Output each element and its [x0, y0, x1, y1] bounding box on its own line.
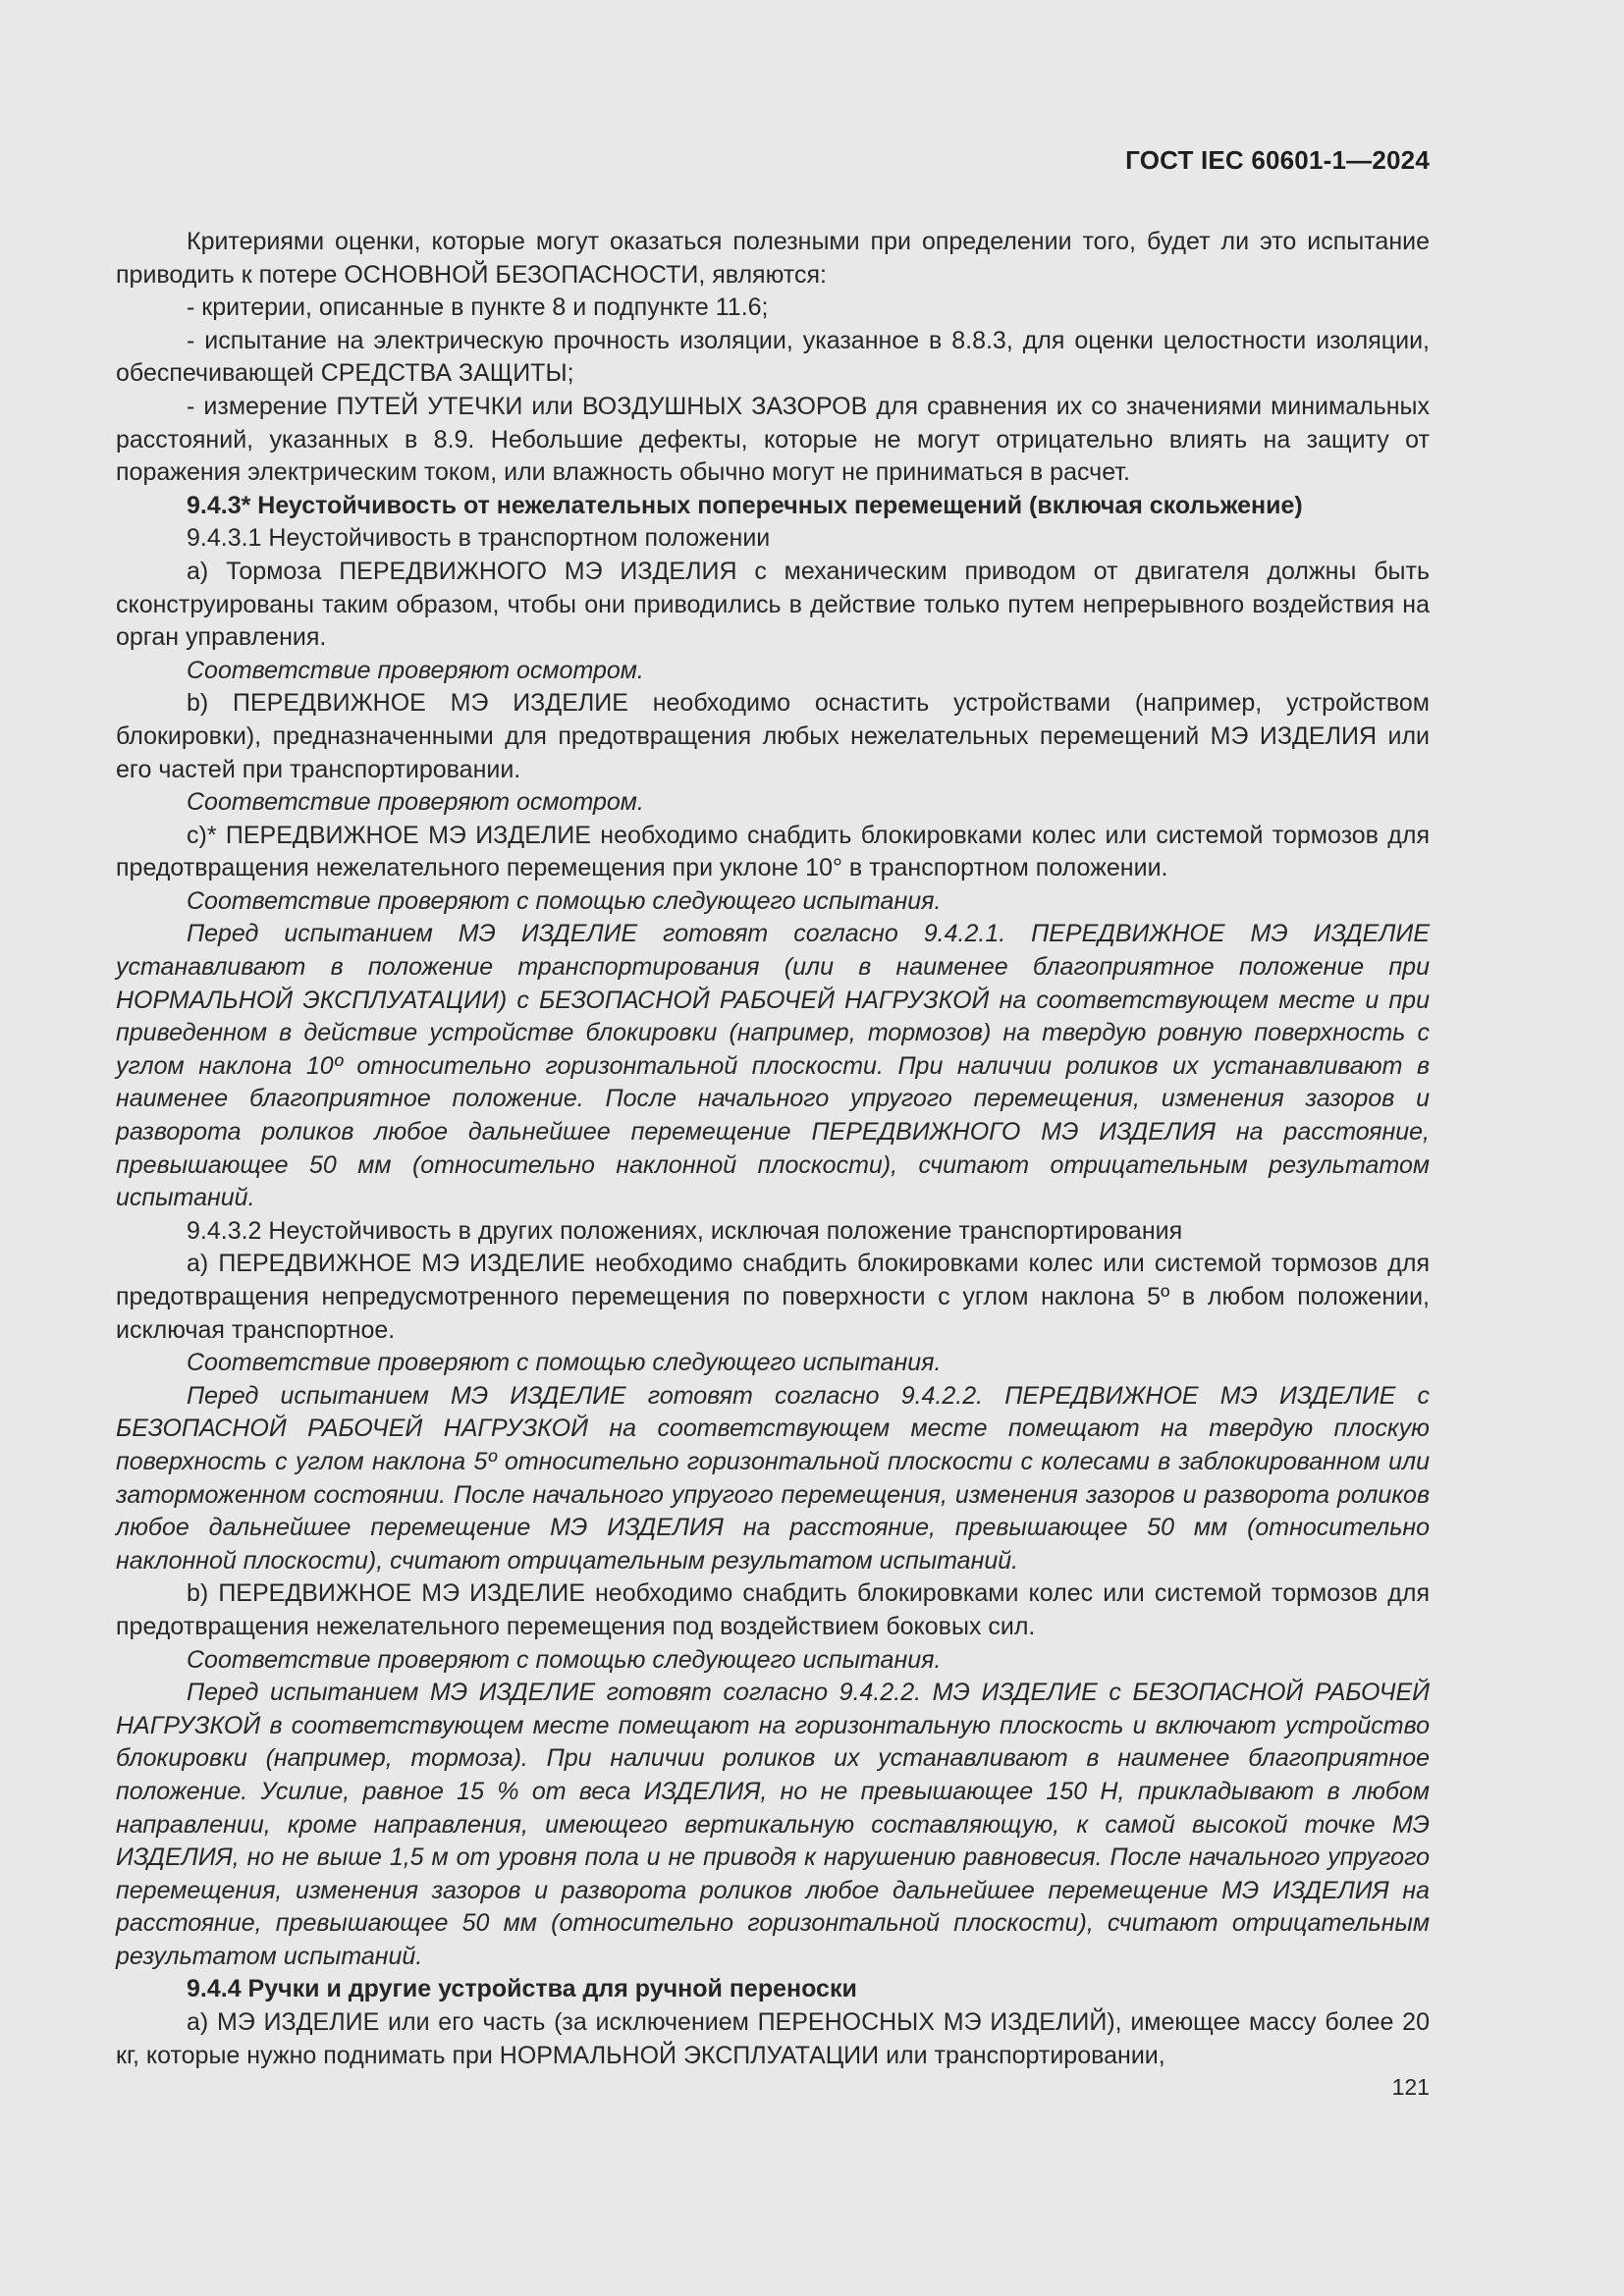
compliance-note: Соответствие проверяют с помощью следующего испытания. [187, 1349, 942, 1377]
subsection-title-9-4-3-2: 9.4.3.2 Неустойчивость в других положениях, исключая положение транспортирования [187, 1216, 1183, 1245]
paragraph-bullet-1: - критерии, описанные в пункте 8 и подпункте 11.6; [187, 294, 769, 322]
paragraph-bullet-2: - испытание на электрическую прочность изоляции, указанное в 8.8.3, для оценки целостности изоляции, обеспечивающей СРЕДСТВА ЗАЩИТЫ; [116, 326, 1430, 388]
test-procedure: Перед испытанием МЭ ИЗДЕЛИЕ готовят согласно 9.4.2.2. МЭ ИЗДЕЛИЕ с БЕЗОПАСНОЙ РАБОЧЕЙ НАГРУЗКОЙ в соответствующем месте помещают на горизонтальную плоскость и включают устройство блокировки (например, тормоза). При наличии роликов их устанавливают в наименее благоприятное положение. Усилие, равное 15 % от веса ИЗДЕЛИЯ, но не превышающее 150 Н, прикладывают в любом направлении, кроме направления, имеющего вертикальную составляющую, к самой высокой точке МЭ ИЗДЕЛИЯ, но не выше 1,5 м от уровня пола и не приводя к нарушению равновесия. После начального упругого перемещения, изменения зазоров и разворота роликов любое дальнейшее перемещение МЭ ИЗДЕЛИЯ на расстояние, превышающее 50 мм (относительно горизонтальной плоскости), считают отрицательным результатом испытаний. [116, 1679, 1430, 1970]
paragraph-item-a-mass: а) МЭ ИЗДЕЛИЕ или его часть (за исключением ПЕРЕНОСНЫХ МЭ ИЗДЕЛИЙ), имеющее массу более 20 кг, которые нужно поднимать при НОРМАЛЬНОЙ ЭКСПЛУАТАЦИИ или транспортировании, [116, 2008, 1430, 2069]
subsection-title-9-4-3-1: 9.4.3.1 Неустойчивость в транспортном положении [187, 524, 771, 553]
section-heading-9-4-3: 9.4.3* Неустойчивость от нежелательных поперечных перемещений (включая скольжение) [187, 491, 1303, 519]
section-heading-9-4-4: 9.4.4 Ручки и другие устройства для ручной переноски [187, 1975, 857, 2003]
paragraph-bullet-3: - измерение ПУТЕЙ УТЕЧКИ или ВОЗДУШНЫХ ЗАЗОРОВ для сравнения их со значениями минимальных расстояний, указанных в 8.9. Небольшие дефекты, которые не могут отрицательно влиять на защиту от поражения электрическим током, или влажность обычно могут не приниматься в расчет. [116, 392, 1430, 487]
paragraph-item-a-wheel-locks: а) ПЕРЕДВИЖНОЕ МЭ ИЗДЕЛИЕ необходимо снабдить блокировками колес или системой тормозов для предотвращения непредусмотренного перемещения по поверхности с углом наклона 5º в любом положении, исключая транспортное. [116, 1250, 1430, 1344]
paragraph-criteria-intro: Критериями оценки, которые могут оказаться полезными при определении того, будет ли это испытание приводить к потере ОСНОВНОЙ БЕЗОПАСНОСТИ, являются: [116, 228, 1430, 289]
paragraph-item-a-brakes: а) Тормоза ПЕРЕДВИЖНОГО МЭ ИЗДЕЛИЯ с механическим приводом от двигателя должны быть сконструированы таким образом, чтобы они приводились в действие только путем непрерывного воздействия на орган управления. [116, 557, 1430, 652]
document-body [116, 226, 1430, 2072]
paragraph-item-b-side-forces: b) ПЕРЕДВИЖНОЕ МЭ ИЗДЕЛИЕ необходимо снабдить блокировками колес или системой тормозов для предотвращения нежелательного перемещения под воздействием боковых сил. [116, 1579, 1430, 1640]
compliance-note: Соответствие проверяют с помощью следующего испытания. [187, 886, 942, 915]
paragraph-item-b-locking: b) ПЕРЕДВИЖНОЕ МЭ ИЗДЕЛИЕ необходимо оснастить устройствами (например, устройством блокировки), предназначенными для предотвращения любых нежелательных перемещений МЭ ИЗДЕЛИЯ или его частей при транспортировании. [116, 689, 1430, 783]
page-number: 121 [1391, 2074, 1430, 2100]
test-procedure: Перед испытанием МЭ ИЗДЕЛИЕ готовят согласно 9.4.2.2. ПЕРЕДВИЖНОЕ МЭ ИЗДЕЛИЕ с БЕЗОПАСНОЙ РАБОЧЕЙ НАГРУЗКОЙ на соответствующем месте помещают на твердую плоскую поверхность с углом наклона 5º относительно горизонтальной плоскости с колесами в заблокированном или заторможенном состоянии. После начального упругого перемещения, изменения зазоров и разворота роликов любое дальнейшее перемещение МЭ ИЗДЕЛИЯ на расстояние, превышающее 50 мм (относительно наклонной плоскости), считают отрицательным результатом испытаний. [116, 1381, 1430, 1575]
test-procedure: Перед испытанием МЭ ИЗДЕЛИЕ готовят согласно 9.4.2.1. ПЕРЕДВИЖНОЕ МЭ ИЗДЕЛИЕ устанавливают в положение транспортирования (или в наименее благоприятное положение при НОРМАЛЬНОЙ ЭКСПЛУАТАЦИИ) с БЕЗОПАСНОЙ РАБОЧЕЙ НАГРУЗКОЙ на соответствующем месте и при приведенном в действие устройстве блокировки (например, тормозов) на твердую ровную поверхность с углом наклона 10º относительно горизонтальной плоскости. При наличии роликов их устанавливают в наименее благоприятное положение. После начального упругого перемещения, изменения зазоров и разворота роликов любое дальнейшее перемещение ПЕРЕДВИЖНОГО МЭ ИЗДЕЛИЯ на расстояние, превышающее 50 мм (относительно наклонной плоскости), считают отрицательным результатом испытаний. [116, 920, 1430, 1212]
compliance-note: Соответствие проверяют осмотром. [187, 656, 644, 684]
compliance-note: Соответствие проверяют осмотром. [187, 788, 644, 817]
paragraph-item-c-wheel-locks: c)* ПЕРЕДВИЖНОЕ МЭ ИЗДЕЛИЕ необходимо снабдить блокировками колес или системой тормозов для предотвращения нежелательного перемещения при уклоне 10° в транспортном положении. [116, 821, 1430, 882]
compliance-note: Соответствие проверяют с помощью следующего испытания. [187, 1645, 942, 1674]
document-header: ГОСТ IEC 60601-1—2024 [1125, 145, 1430, 175]
